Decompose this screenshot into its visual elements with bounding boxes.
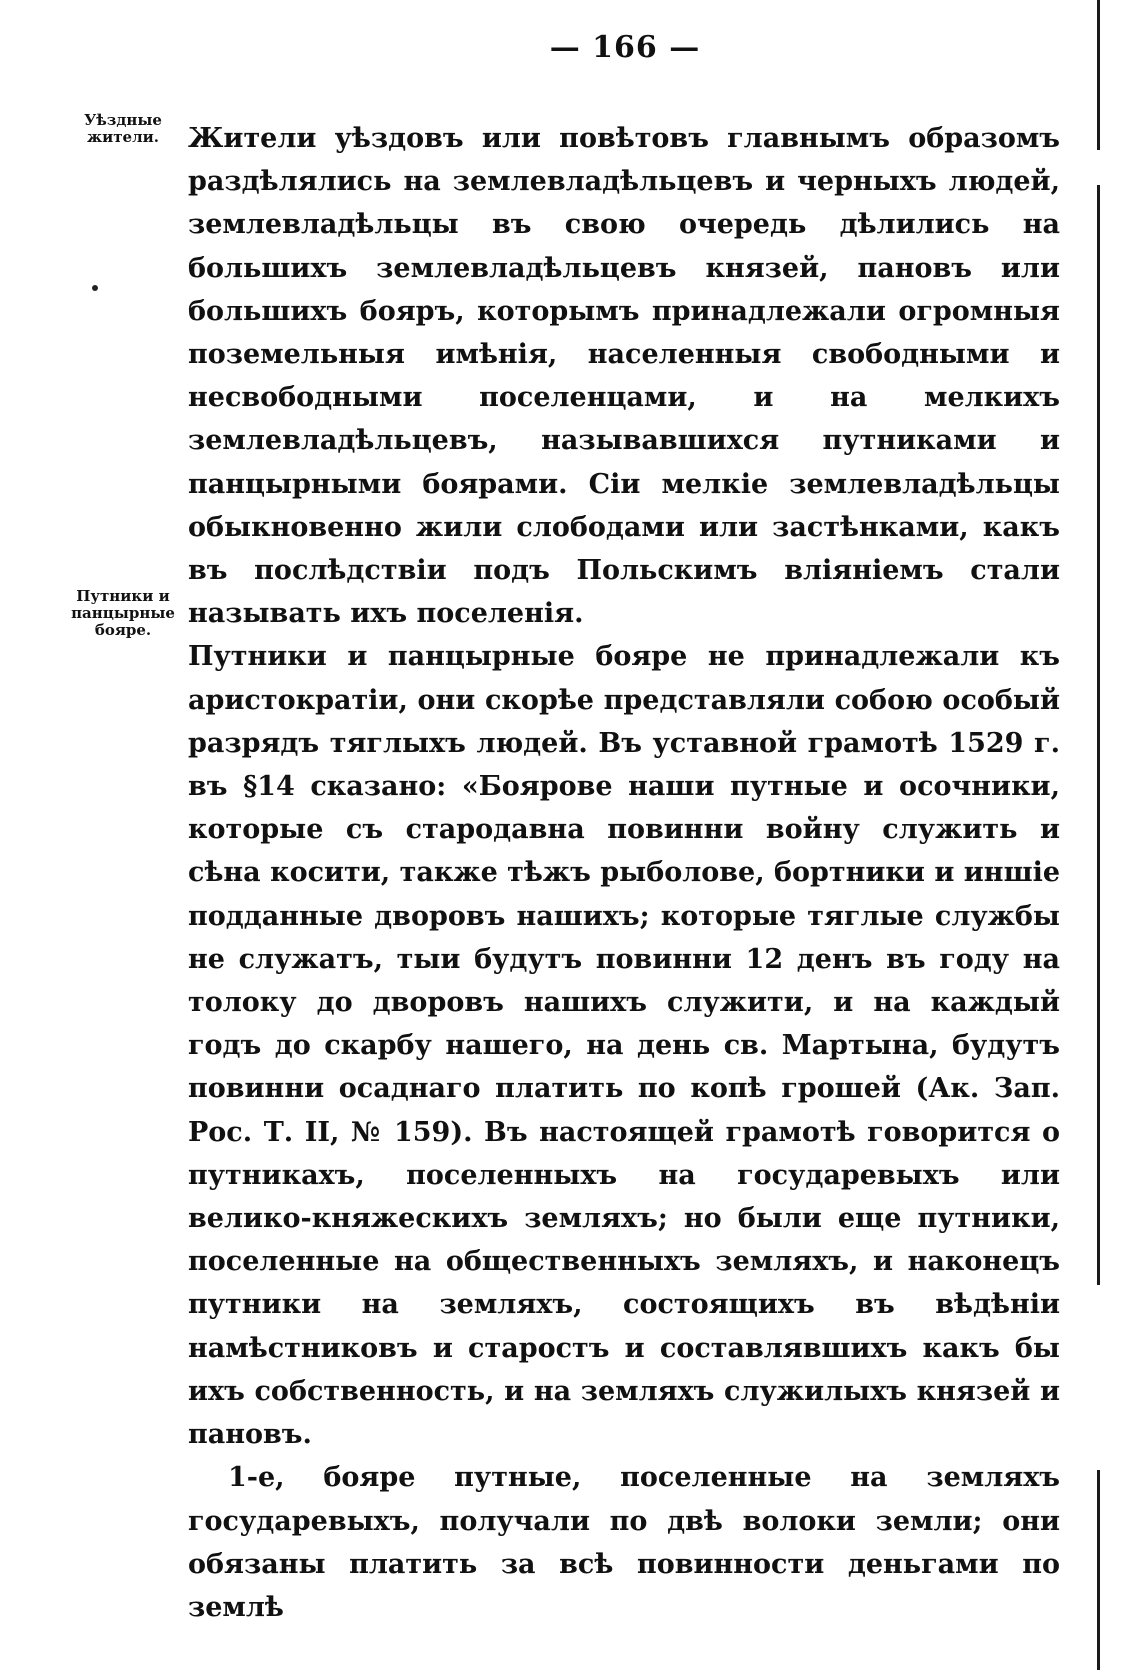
page-edge-line [1097, 1470, 1100, 1670]
margin-note-putniki: Путники и панцырные бояре. [71, 587, 175, 639]
margin-note-uezdnye: Уѣздные жители. [84, 111, 162, 146]
page-number: — 166 — [549, 30, 701, 65]
page-edge-line [1097, 185, 1100, 1285]
paragraph: 1-е, бояре путные, поселенные на земляхъ государевыхъ, получали по двѣ волоки земли; они обязаны платить за всѣ повинности деньгами по землѣ [188, 1462, 1060, 1623]
page-edge-line [1097, 0, 1100, 150]
paragraph: Жители уѣздовъ или повѣтовъ главнымъ образомъ раздѣлялись на землевладѣльцевъ и черныхъ людей, землевладѣльцы въ свою очередь дѣлились на большихъ землевладѣльцевъ князей, пановъ или большихъ бояръ, которымъ принадлежали огромныя поземельныя имѣнія, населенныя свободными и несвободными поселенцами, и на мелкихъ землевладѣльцевъ, называвшихся путниками и панцырными боярами. Сіи мелкіе землевладѣльцы обыкновенно жили слободами или застѣнками, какъ въ послѣдствіи подъ Польскимъ вліяніемъ стали называть ихъ поселенія. [188, 123, 1060, 630]
body-text [188, 117, 1060, 1629]
paragraph: Путники и панцырные бояре не принадлежали къ аристократіи, они скорѣе представляли собою особый разрядъ тяглыхъ людей. Въ уставной грамотѣ 1529 г. въ §14 сказано: «Боярове наши путные и осочники, которые съ стародавна повинни войну служить и сѣна косити, также тѣжъ рыболове, бортники и иншіе подданные дворовъ нашихъ; которые тяглые службы не служатъ, тыи будутъ повинни 12 денъ въ году на толоку до дворовъ нашихъ служити, и на каждый годъ до скарбу нашего, на день св. Мартына, будутъ повинни осаднаго платить по копѣ грошей (Ак. Зап. Рос. Т. II, № 159). Въ настоящей грамотѣ говорится о путникахъ, поселенныхъ на государевыхъ или велико-княжескихъ земляхъ; но были еще путники, поселенные на общественныхъ земляхъ, и наконецъ путники на земляхъ, состоящихъ въ вѣдѣніи намѣстниковъ и старостъ и составлявшихъ какъ бы ихъ собственность, и на земляхъ служилыхъ князей и пановъ. [188, 641, 1061, 1451]
ink-speck [92, 285, 98, 291]
